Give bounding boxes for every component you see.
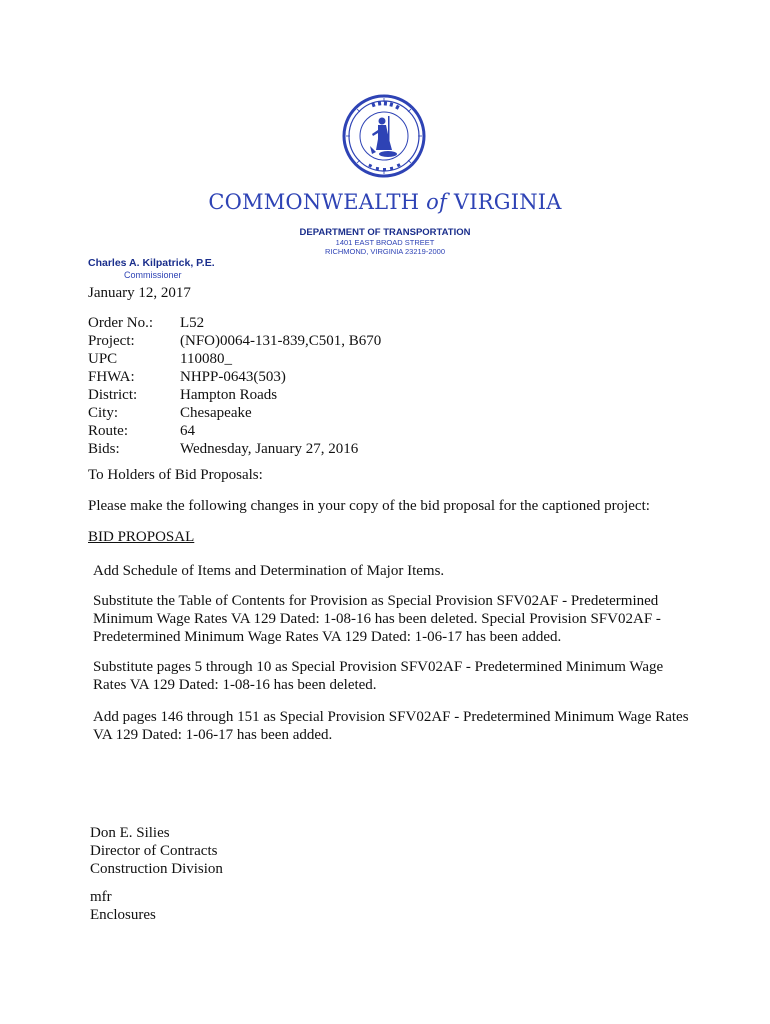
- signer-division: Construction Division: [90, 861, 223, 877]
- change-paragraph-3: Substitute pages 5 through 10 as Special Provision SFV02AF - Predetermined Minimum Wage Rates VA 129 Dated: 1-08-16 has been deleted.: [93, 659, 664, 693]
- section-heading: BID PROPOSAL: [88, 529, 195, 545]
- info-row-fhwa: [88, 368, 381, 386]
- letterhead-title: [0, 190, 770, 214]
- letterhead-of: of: [426, 190, 447, 214]
- info-label: District:: [88, 387, 138, 403]
- info-row-district: [88, 386, 381, 404]
- info-value: L52: [180, 315, 205, 331]
- info-row-upc: [88, 350, 381, 368]
- address-line-2: RICHMOND, VIRGINIA 23219-2000: [324, 247, 446, 256]
- address-line-1: 1401 EAST BROAD STREET: [335, 238, 435, 247]
- salutation: To Holders of Bid Proposals:: [88, 467, 263, 483]
- enclosure-block: [90, 888, 156, 924]
- info-label: Bids:: [88, 441, 120, 457]
- change-paragraph-4: Add pages 146 through 151 as Special Provision SFV02AF - Predetermined Minimum Wage Rates VA 129 Dated: 1-06-17 has been added.: [93, 709, 689, 743]
- change-paragraph-2: Substitute the Table of Contents for Provision as Special Provision SFV02AF - Predetermined Minimum Wage Rates VA 129 Dated: 1-08-16 has been deleted. Special Provision SFV02AF - Predetermined Minimum Wage Rates VA 129 Dated: 1-06-17 has been added.: [93, 593, 661, 645]
- change-paragraph-1: Add Schedule of Items and Determination of Major Items.: [93, 563, 445, 579]
- info-value: Chesapeake: [180, 405, 252, 421]
- letter-date: January 12, 2017: [88, 285, 191, 301]
- letterhead-commonwealth: COMMONWEALTH: [208, 190, 420, 214]
- info-label: Route:: [88, 423, 128, 439]
- commissioner-name: Charles A. Kilpatrick, P.E.: [88, 257, 215, 269]
- virginia-state-seal-icon: [342, 94, 426, 178]
- info-row-route: [88, 422, 381, 440]
- project-info-table: [88, 314, 381, 458]
- info-value: (NFO)0064-131-839,C501, B670: [180, 333, 382, 349]
- info-value: NHPP-0643(503): [180, 369, 286, 385]
- info-row-bids: [88, 440, 381, 458]
- enclosures-note: Enclosures: [90, 907, 156, 923]
- info-row-order: [88, 314, 381, 332]
- info-value: 64: [180, 423, 195, 439]
- info-value: 110080_: [180, 351, 232, 367]
- typist-initials: mfr: [90, 889, 112, 905]
- intro-text: Please make the following changes in your copy of the bid proposal for the captioned project:: [88, 498, 650, 514]
- info-label: FHWA:: [88, 369, 135, 385]
- signer-name: Don E. Silies: [90, 825, 170, 841]
- info-label: Order No.:: [88, 315, 153, 331]
- department-name-text: DEPARTMENT OF TRANSPORTATION: [299, 227, 471, 238]
- info-label: UPC: [88, 351, 118, 367]
- commissioner-title: Commissioner: [124, 270, 182, 280]
- info-value: Hampton Roads: [180, 387, 278, 403]
- info-row-project: [88, 332, 381, 350]
- info-label: Project:: [88, 333, 135, 349]
- seal-graphic: [342, 94, 426, 178]
- signer-title: Director of Contracts: [90, 843, 218, 859]
- info-value: Wednesday, January 27, 2016: [180, 441, 359, 457]
- info-label: City:: [88, 405, 119, 421]
- letterhead-state: VIRGINIA: [453, 190, 562, 214]
- signature-block: [90, 824, 223, 878]
- info-row-city: [88, 404, 381, 422]
